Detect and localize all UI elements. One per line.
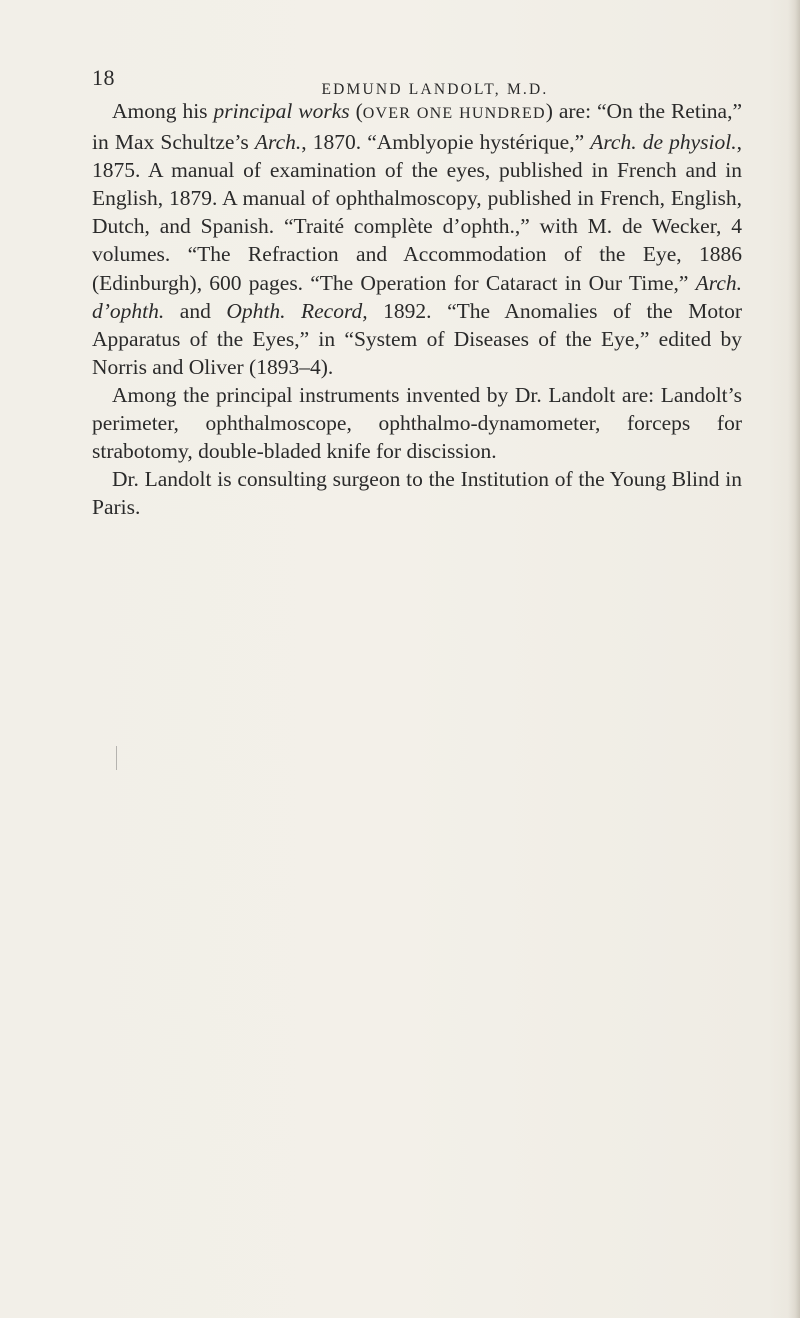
text-run: Among his	[112, 99, 214, 123]
small-caps-text: OVER ONE HUNDRED	[362, 105, 546, 122]
italic-text: Arch.	[254, 130, 302, 155]
italic-text: Ophth. Record,	[226, 298, 368, 323]
text-run: , 1875. A manual of examination of the eyes, published in French and in English, 1879. A manual of ophthalmoscopy, published in French, English, Dutch, and Spanish. “Traité complète d’ophth.,” with M. de Wecker, 4 volumes. “The Refraction and Accommodation of the Eye, 1886 (Edinburgh), 600 pages. “The Operation for Cataract in Our Time,”	[92, 130, 742, 295]
stray-mark	[116, 746, 117, 770]
running-head: EDMUND LANDOLT, M.D.	[321, 81, 549, 98]
text-run: 1892. “The Anomalies of the Motor Apparatus of the Eyes,” in “System of Diseases of the Eye,” edited by Norris and Oliver (1893–4).	[92, 298, 742, 379]
paragraph-instruments: Among the principal instruments invented by Dr. Landolt are: Landolt’s perimeter, ophthalmoscope, ophthalmo-dynamometer, forceps for strabotomy, double-bladed knife for discission.	[92, 382, 742, 464]
page-number: 18	[92, 65, 115, 90]
paragraph-principal-works	[92, 97, 742, 381]
page-edge-shadow	[788, 0, 800, 1318]
paragraph-consulting-surgeon: Dr. Landolt is consulting surgeon to the Institution of the Young Blind in Paris.	[92, 467, 742, 520]
text-run: and	[164, 298, 227, 323]
italic-text: Arch. d’ophth.	[92, 270, 742, 323]
text-run: ) are: “On the Retina,” in Max Schultze’s	[92, 99, 743, 155]
text-run: , 1870. “Amblyopie hystérique,”	[301, 130, 591, 155]
italic-text: principal works	[213, 99, 350, 123]
italic-text: Arch. de physiol.	[590, 130, 737, 155]
text-run: (	[349, 99, 363, 123]
body-text	[92, 97, 742, 521]
